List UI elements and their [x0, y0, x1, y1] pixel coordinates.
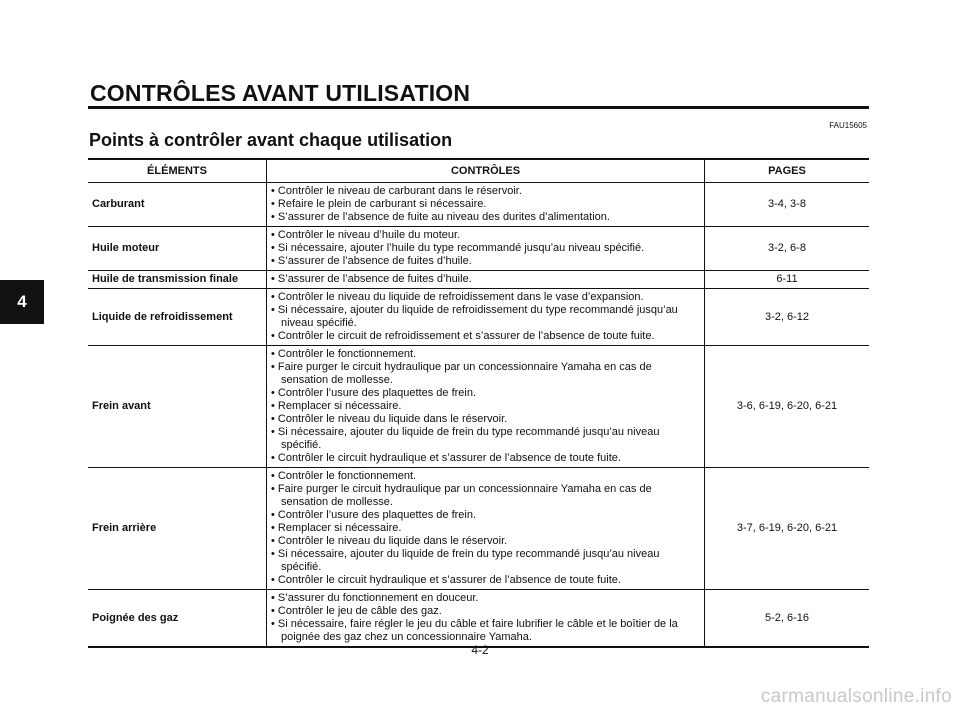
table-row [88, 346, 869, 468]
check-item: • Contrôler le jeu de câble des gaz. [271, 605, 442, 617]
check-item: • Contrôler le niveau de carburant dans le réservoir. [271, 185, 522, 197]
pages-cell: 5-2, 6-16 [705, 590, 870, 648]
header-checks: CONTRÔLES [267, 159, 705, 183]
check-item: • Contrôler le niveau du liquide dans le réservoir. [271, 413, 508, 425]
chapter-tab: 4 [0, 280, 44, 324]
checks-cell [267, 346, 705, 468]
checks-cell [267, 227, 705, 271]
pages-cell: 6-11 [705, 271, 870, 289]
table-row [88, 289, 869, 346]
check-item: • Contrôler le fonctionnement. [271, 470, 417, 482]
check-item: • Contrôler le niveau du liquide de refroidissement dans le vase d’expansion. [271, 291, 644, 303]
check-item: • Contrôler le niveau du liquide dans le réservoir. [271, 535, 508, 547]
check-item: • Contrôler le fonctionnement. [271, 348, 417, 360]
check-item: • Refaire le plein de carburant si nécessaire. [271, 198, 487, 210]
title-rule [88, 106, 869, 109]
check-item: • Remplacer si nécessaire. [271, 522, 402, 534]
element-cell: Liquide de refroidissement [88, 289, 267, 346]
document-code: FAU15605 [829, 121, 867, 130]
check-item: • Si nécessaire, ajouter du liquide de frein du type recommandé jusqu’au niveau spécifié. [271, 426, 660, 451]
table-row [88, 227, 869, 271]
checks-cell [267, 590, 705, 648]
check-item: • Contrôler le circuit hydraulique et s’assurer de l’absence de toute fuite. [271, 452, 621, 464]
page-number: 4-2 [471, 643, 489, 657]
table-row [88, 590, 869, 648]
table-body [88, 183, 869, 648]
table-header-row [88, 159, 869, 183]
element-cell: Huile moteur [88, 227, 267, 271]
checklist-table [88, 158, 869, 648]
check-item: • Si nécessaire, ajouter du liquide de refroidissement du type recommandé jusqu’au niveau spécifié. [271, 304, 678, 329]
pages-cell: 3-2, 6-8 [705, 227, 870, 271]
element-cell: Huile de transmission finale [88, 271, 267, 289]
check-item: • S’assurer de l’absence de fuite au niveau des durites d’alimentation. [271, 211, 610, 223]
check-item: • S’assurer du fonctionnement en douceur. [271, 592, 479, 604]
element-cell: Carburant [88, 183, 267, 227]
element-cell: Frein arrière [88, 468, 267, 590]
table-row [88, 183, 869, 227]
section-title: Points à contrôler avant chaque utilisation [89, 130, 453, 150]
check-item: • Contrôler l’usure des plaquettes de frein. [271, 387, 477, 399]
pages-cell: 3-2, 6-12 [705, 289, 870, 346]
checks-cell [267, 468, 705, 590]
element-cell: Frein avant [88, 346, 267, 468]
element-cell: Poignée des gaz [88, 590, 267, 648]
check-item: • Si nécessaire, faire régler le jeu du câble et faire lubrifier le câble et le boîtier de la poignée des gaz chez un concessionnaire Yamaha. [271, 618, 678, 643]
check-item: • Contrôler le circuit hydraulique et s’assurer de l’absence de toute fuite. [271, 574, 621, 586]
header-elements: ÉLÉMENTS [88, 159, 267, 183]
check-item: • Si nécessaire, ajouter l’huile du type recommandé jusqu’au niveau spécifié. [271, 242, 645, 254]
check-item: • Faire purger le circuit hydraulique par un concessionnaire Yamaha en cas de sensation de mollesse. [271, 361, 652, 386]
pages-cell: 3-6, 6-19, 6-20, 6-21 [705, 346, 870, 468]
checks-cell [267, 271, 705, 289]
table-row [88, 271, 869, 289]
check-item: • Contrôler le circuit de refroidissement et s’assurer de l’absence de toute fuite. [271, 330, 655, 342]
check-item: • Remplacer si nécessaire. [271, 400, 402, 412]
pages-cell: 3-7, 6-19, 6-20, 6-21 [705, 468, 870, 590]
check-item: • Contrôler le niveau d’huile du moteur. [271, 229, 461, 241]
check-item: • Si nécessaire, ajouter du liquide de frein du type recommandé jusqu’au niveau spécifié. [271, 548, 660, 573]
check-item: • Contrôler l’usure des plaquettes de frein. [271, 509, 477, 521]
chapter-title: CONTRÔLES AVANT UTILISATION [90, 80, 471, 106]
watermark: carmanualsonline.info [760, 686, 952, 707]
header-pages: PAGES [705, 159, 870, 183]
checks-cell [267, 289, 705, 346]
table-row [88, 468, 869, 590]
checks-cell [267, 183, 705, 227]
check-item: • S’assurer de l’absence de fuites d’huile. [271, 255, 472, 267]
pages-cell: 3-4, 3-8 [705, 183, 870, 227]
check-item: • Faire purger le circuit hydraulique par un concessionnaire Yamaha en cas de sensation de mollesse. [271, 483, 652, 508]
check-item: • S’assurer de l’absence de fuites d’huile. [271, 273, 472, 285]
